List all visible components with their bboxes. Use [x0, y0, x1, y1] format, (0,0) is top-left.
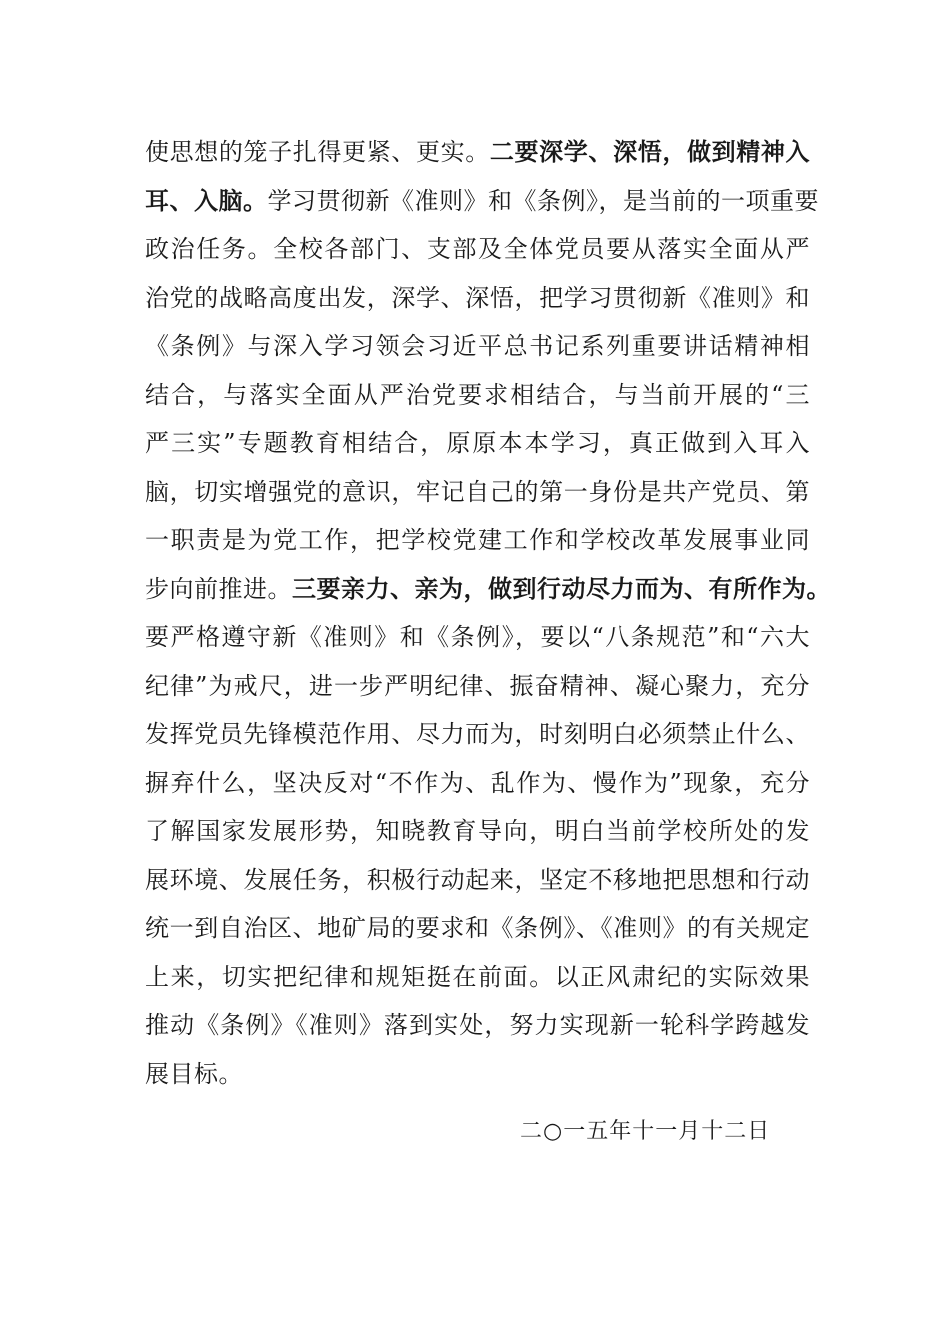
text-line [145, 371, 810, 420]
text-segment: 《条例》与深入学习领会习近平总书记系列重要讲话精神相 [145, 332, 810, 360]
text-segment: 治党的战略高度出发，深学、深悟，把学习贯彻新《准则》和 [145, 283, 810, 312]
text-segment: 上来，切实把纪律和规矩挺在前面。以正风肃纪的实际效果 [145, 962, 810, 991]
text-line [145, 468, 810, 517]
bold-text-segment: 耳、入脑。 [145, 185, 268, 215]
text-segment: 要严格遵守新《准则》和《条例》，要以“八条规范”和“六大 [145, 623, 810, 651]
text-line [145, 710, 810, 759]
text-segment: 统一到自治区、地矿局的要求和《条例》、《准则》的有关规定 [145, 914, 810, 942]
text-line [145, 1050, 810, 1099]
text-line [145, 274, 810, 323]
text-line [145, 856, 810, 905]
bold-text-segment: 三要亲力、亲为，做到行动尽力而为、有所作为。 [292, 573, 831, 603]
document-date: 二○一五年十一月十二日 [520, 1119, 771, 1144]
text-segment: 严三实”专题教育相结合，原原本本学习，真正做到入耳入 [145, 429, 810, 457]
text-line [145, 613, 810, 662]
bold-text-segment: 二要深学、深悟，做到精神入 [489, 137, 811, 166]
text-segment: 展环境、发展任务，积极行动起来，坚定不移地把思想和行动 [145, 865, 810, 894]
text-line [145, 128, 810, 177]
text-segment: 脑，切实增强党的意识，牢记自己的第一身份是共产党员、第 [145, 477, 810, 506]
text-line [145, 1001, 810, 1050]
body-text [145, 128, 831, 1098]
text-line [145, 225, 810, 274]
text-line [145, 516, 810, 565]
text-segment: 纪律”为戒尺，进一步严明纪律、振奋精神、凝心聚力，充分 [145, 671, 810, 700]
text-line [145, 807, 810, 856]
text-line [145, 419, 810, 468]
text-segment: 使思想的笼子扎得更紧、更实。 [145, 138, 490, 166]
text-line [145, 904, 810, 953]
text-segment: 步向前推进。 [145, 574, 292, 603]
text-segment: 一职责是为党工作，把学校党建工作和学校改革发展事业同 [145, 526, 810, 554]
text-line [145, 759, 810, 808]
text-segment: 推动《条例》《准则》落到实处，努力实现新一轮科学跨越发 [145, 1011, 810, 1039]
text-line [145, 177, 819, 226]
text-line [145, 565, 831, 614]
text-line [145, 322, 810, 371]
text-line [145, 953, 810, 1002]
text-line [145, 662, 810, 711]
text-segment: 摒弃什么，坚决反对“不作为、乱作为、慢作为”现象，充分 [145, 768, 810, 797]
text-segment: 发挥党员先锋模范作用、尽力而为，时刻明白必须禁止什么、 [145, 720, 810, 748]
text-segment: 展目标。 [145, 1059, 243, 1088]
text-segment: 了解国家发展形势，知晓教育导向，明白当前学校所处的发 [145, 817, 810, 845]
text-segment: 学习贯彻新《准则》和《条例》，是当前的一项重要 [267, 186, 819, 215]
text-segment: 政治任务。全校各部门、支部及全体党员要从落实全面从严 [145, 235, 810, 263]
text-segment: 结合，与落实全面从严治党要求相结合，与当前开展的“三 [145, 380, 810, 409]
